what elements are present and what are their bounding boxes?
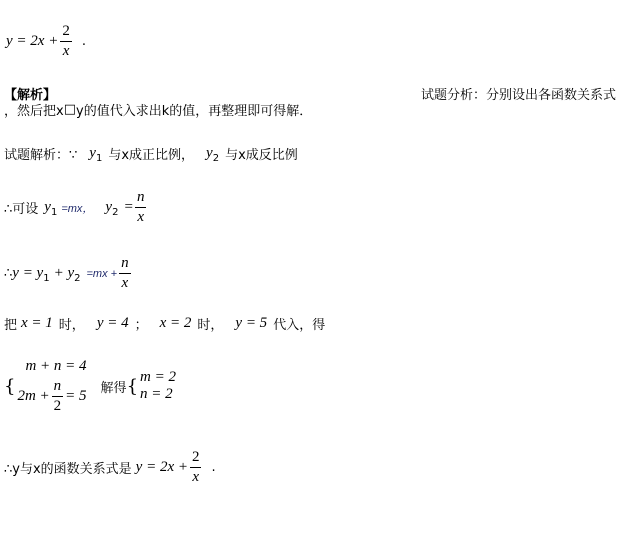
missing-char-box: □: [63, 102, 76, 117]
step-set-y1-value: =mx，: [61, 202, 94, 215]
step-set-fraction: [135, 190, 147, 225]
y2-subscript: 2: [212, 153, 220, 164]
top-answer-period: .: [81, 34, 86, 49]
y2-relation: 与x成反比例: [225, 148, 298, 163]
system-eq2-fraction: [52, 379, 64, 414]
sub-ba: 把: [4, 318, 18, 333]
fraction-denominator: x: [62, 43, 70, 59]
system-eq2-right: = 5: [65, 388, 87, 404]
fraction-numerator: n: [121, 255, 129, 271]
analysis-intro-line: [4, 100, 312, 119]
left-brace: {: [126, 375, 139, 397]
system-line: [4, 358, 176, 414]
system-eq2-left: 2m +: [17, 388, 50, 404]
fraction-bar: [135, 207, 147, 208]
left-brace: {: [4, 375, 16, 397]
conclusion-fraction: [190, 450, 202, 485]
sub-cond1: x = 1: [21, 315, 53, 331]
sub-cond4: y = 5: [235, 315, 268, 331]
equation-system: [4, 358, 87, 414]
step-set-prefix: ∴可设: [4, 202, 39, 217]
solution-label: 试题解析：∵: [4, 148, 78, 163]
conclusion-text: ∴y与x的函数关系式是: [4, 462, 132, 477]
solution-m: m = 2: [140, 369, 176, 385]
step-set-y1-sub: 1: [50, 207, 58, 218]
step-sum-value: =mx +: [86, 267, 118, 280]
top-answer-fraction: [60, 24, 72, 59]
fraction-numerator: 2: [62, 23, 70, 39]
solution-line: [4, 144, 298, 163]
sub-tail: 代入，得: [273, 318, 326, 333]
step-sum-expr: y = y: [12, 265, 44, 281]
analysis-right-label: [421, 84, 616, 103]
analysis-right-text: 试题分析：分别设出各函数关系式: [421, 88, 617, 103]
step-substitute-line: [4, 314, 325, 333]
step-set-y2: y: [105, 199, 113, 215]
y1-relation: 与x成正比例，: [108, 148, 195, 163]
analysis-intro-left: ，然后把x: [4, 104, 64, 119]
step-sum-plus: + y: [53, 265, 75, 281]
sub-semicolon: ；: [134, 318, 148, 333]
fraction-numerator: 2: [191, 449, 200, 465]
conclusion-line: [4, 450, 216, 485]
step-set-y1: y: [44, 199, 51, 215]
sub-cond2: y = 4: [96, 315, 129, 331]
solve-label: 解得: [100, 380, 127, 396]
system-eq2: [17, 379, 86, 414]
fraction-denominator: x: [121, 275, 129, 291]
sub-cond3: x = 2: [159, 315, 192, 331]
system-rows: [17, 358, 86, 414]
fraction-numerator: n: [53, 378, 62, 394]
fraction-denominator: 2: [53, 398, 62, 414]
step-sum-line: [4, 256, 133, 291]
sub-shi2: 时，: [197, 318, 224, 333]
fraction-numerator: n: [136, 189, 145, 205]
fraction-bar: [52, 396, 64, 397]
step-set-y2-sub: 2: [112, 207, 119, 218]
sub-shi1: 时，: [58, 318, 85, 333]
solution-rows: [140, 369, 176, 403]
conclusion-period: .: [211, 460, 216, 475]
y1-symbol: y: [89, 145, 96, 161]
fraction-denominator: x: [192, 469, 200, 485]
y1-subscript: 1: [95, 153, 103, 164]
system-eq1: m + n = 4: [25, 358, 87, 374]
step-set-line: [4, 190, 148, 225]
fraction-bar: [60, 41, 72, 42]
fraction-bar: [119, 273, 131, 274]
solution-system: [127, 369, 176, 403]
analysis-intro-mid: y的值代入求出k的值，再整理即可得解．: [76, 104, 313, 119]
solution-n: n = 2: [140, 386, 173, 402]
top-answer-line: [6, 24, 86, 59]
step-sum-sub2: 2: [74, 273, 81, 284]
conclusion-expr: y = 2x +: [135, 459, 188, 475]
step-sum-sub1: 1: [43, 273, 50, 284]
top-answer-lhs: y = 2x +: [6, 33, 59, 49]
step-set-equals: =: [124, 199, 133, 215]
y2-symbol: y: [206, 145, 213, 161]
fraction-bar: [190, 467, 202, 468]
step-sum-fraction: [119, 256, 131, 291]
fraction-denominator: x: [137, 209, 145, 225]
analysis-header-label: 【解析】: [4, 88, 57, 103]
step-sum-prefix: ∴: [4, 266, 13, 281]
